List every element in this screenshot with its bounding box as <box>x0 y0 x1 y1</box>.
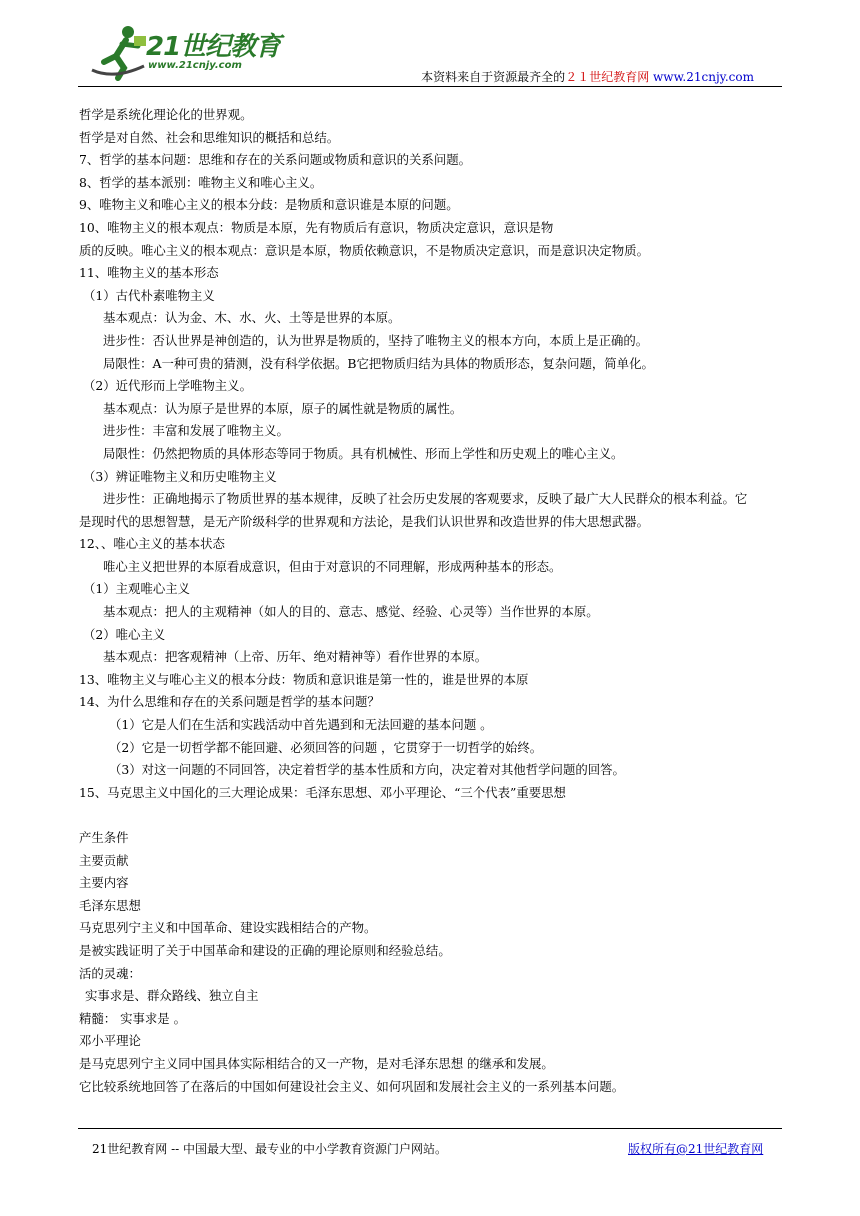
text-line: 进步性：否认世界是神创造的，认为世界是物质的，坚持了唯物主义的根本方向，本质上是正确的。 <box>103 332 649 348</box>
text-line: 进步性：正确地揭示了物质世界的基本规律，反映了社会历史发展的客观要求，反映了最广大人民群众的根本利益。它 <box>103 491 748 507</box>
text-line: 毛泽东思想 <box>79 897 141 913</box>
text-line: 唯心主义把世界的本原看成意识，但由于对意识的不同理解，形成两种基本的形态。 <box>103 558 562 574</box>
text-line: 它比较系统地回答了在落后的中国如何建设社会主义、如何巩固和发展社会主义的一系列基本问题。 <box>79 1078 625 1094</box>
logo-text: 21世纪教育 <box>146 32 281 62</box>
text-line: 局限性：A一种可贵的猜测，没有科学依据。B它把物质归结为具体的物质形态，复杂问题，简单化。 <box>103 355 654 371</box>
text-line: 8、哲学的基本派别：唯物主义和唯心主义。 <box>79 174 323 190</box>
section-heading: 13、唯物主义与唯心主义的根本分歧：物质和意识谁是第一性的，谁是世界的本原 <box>79 671 529 687</box>
text-line: 局限性：仍然把物质的具体形态等同于物质。具有机械性、形而上学性和历史观上的唯心主义。 <box>103 445 624 461</box>
source-prefix: 本资料来自于资源最齐全的 <box>421 70 566 84</box>
text-line: 哲学是对自然、社会和思维知识的概括和总结。 <box>79 129 340 145</box>
text-line: 活的灵魂： <box>79 965 141 981</box>
text-line: 实事求是、群众路线、独立自主 <box>85 988 259 1004</box>
page-header <box>0 0 860 90</box>
text-line: 是现时代的思想智慧，是无产阶级科学的世界观和方法论，是我们认识世界和改造世界的伟大思想武器。 <box>79 513 649 529</box>
runner-logo-icon <box>88 22 148 82</box>
text-line: 主要贡献 <box>79 852 129 868</box>
copyright-link[interactable]: 版权所有@21世纪教育网 <box>628 1142 764 1156</box>
text-line: 产生条件 <box>79 830 129 845</box>
subsection-heading: （3）辨证唯物主义和历史唯物主义 <box>83 468 277 484</box>
header-divider <box>78 86 782 87</box>
source-note <box>421 68 754 85</box>
blank-line <box>79 804 785 827</box>
subsection-heading: （2）近代形而上学唯物主义。 <box>83 378 252 394</box>
text-line: （2）它是一切哲学都不能回避、必须回答的问题 ，它贯穿于一切哲学的始终。 <box>109 739 543 755</box>
section-heading: 11、唯物主义的基本形态 <box>79 265 219 281</box>
text-line: 是马克思列宁主义同中国具体实际相结合的又一产物，是对毛泽东思想 的继承和发展。 <box>79 1055 554 1071</box>
footer-text: 21世纪教育网 -- 中国最大型、最专业的中小学教育资源门户网站。 <box>92 1142 448 1156</box>
text-line: 质的反映。唯心主义的根本观点：意识是本原，物质依赖意识，不是物质决定意识，而是意识决定物质。 <box>79 242 649 258</box>
text-line: 主要内容 <box>79 875 129 891</box>
text-line: 基本观点：认为原子是世界的本原，原子的属性就是物质的属性。 <box>103 400 463 416</box>
subsection-heading: （1）古代朴素唯物主义 <box>83 287 215 303</box>
subsection-heading: （1）主观唯心主义 <box>83 581 191 597</box>
text-line: 7、哲学的基本问题：思维和存在的关系问题或物质和意识的关系问题。 <box>79 152 471 168</box>
text-line: 邓小平理论 <box>79 1033 141 1049</box>
logo-url: www.21cnjy.com <box>148 60 242 71</box>
text-line: 基本观点：把人的主观精神（如人的目的、意志、感觉、经验、心灵等）当作世界的本原。 <box>103 604 599 620</box>
text-line: 精髓： 实事求是 。 <box>79 1010 187 1026</box>
section-heading: 12、、唯心主义的基本状态 <box>79 536 225 552</box>
document-body <box>79 104 785 1098</box>
text-line: （3）对这一问题的不同回答，决定着哲学的基本性质和方向，决定着对其他哲学问题的回答。 <box>109 762 625 778</box>
text-line: 基本观点：认为金、木、水、火、土等是世界的本原。 <box>103 310 401 326</box>
source-link[interactable]: www.21cnjy.com <box>653 70 754 84</box>
text-line: （1）它是人们在生活和实践活动中首先遇到和无法回避的基本问题 。 <box>109 717 493 733</box>
text-line: 9、唯物主义和唯心主义的根本分歧：是物质和意识谁是本原的问题。 <box>79 197 459 213</box>
site-logo <box>88 22 288 82</box>
text-line: 10、唯物主义的根本观点：物质是本原，先有物质后有意识，物质决定意识，意识是物 <box>79 219 554 235</box>
section-heading: 15、马克思主义中国化的三大理论成果：毛泽东思想、邓小平理论、“三个代表”重要思想 <box>79 784 566 800</box>
text-line: 哲学是系统化理论化的世界观。 <box>79 107 253 122</box>
source-site-name: ２１世纪教育网 <box>565 70 650 84</box>
text-line: 进步性：丰富和发展了唯物主义。 <box>103 423 289 439</box>
text-line: 基本观点：把客观精神（上帝、历年、绝对精神等）看作世界的本原。 <box>103 649 488 665</box>
footer-divider <box>78 1128 782 1129</box>
text-line: 是被实践证明了关于中国革命和建设的正确的理论原则和经验总结。 <box>79 942 451 958</box>
section-heading: 14、为什么思维和存在的关系问题是哲学的基本问题？ <box>79 694 380 710</box>
subsection-heading: （2）唯心主义 <box>83 626 166 642</box>
text-line: 马克思列宁主义和中国革命、建设实践相结合的产物。 <box>79 920 377 936</box>
